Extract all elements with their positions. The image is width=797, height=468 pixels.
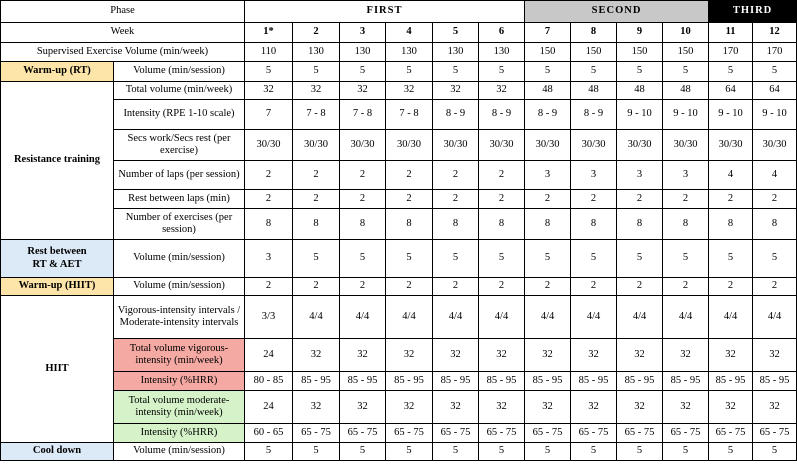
table-cell: 2 bbox=[386, 190, 433, 209]
table-cell: 65 - 75 bbox=[386, 424, 433, 443]
table-cell: 48 bbox=[663, 82, 709, 100]
table-cell: 30/30 bbox=[386, 130, 433, 161]
table-cell: 2 bbox=[340, 278, 386, 296]
week-cell: 8 bbox=[571, 23, 617, 43]
table-body bbox=[1, 1, 797, 461]
table-cell: 2 bbox=[617, 278, 663, 296]
table-cell: 5 bbox=[340, 62, 386, 82]
row-label: Rest between laps (min) bbox=[114, 190, 245, 209]
table-cell: 8 - 9 bbox=[433, 100, 479, 130]
table-cell: 2 bbox=[753, 278, 797, 296]
table-cell: 9 - 10 bbox=[617, 100, 663, 130]
table-cell: 64 bbox=[753, 82, 797, 100]
table-cell: 32 bbox=[753, 391, 797, 424]
table-cell: 8 bbox=[433, 209, 479, 240]
table-cell: 30/30 bbox=[479, 130, 525, 161]
table-cell: 32 bbox=[479, 391, 525, 424]
table-cell: 32 bbox=[386, 82, 433, 100]
table-cell: 65 - 75 bbox=[617, 424, 663, 443]
table-cell: 32 bbox=[340, 339, 386, 372]
table-cell: 2 bbox=[663, 190, 709, 209]
warmup-rt-row bbox=[1, 62, 797, 82]
table-cell: 32 bbox=[525, 339, 571, 372]
table-cell: 32 bbox=[433, 339, 479, 372]
table-cell: 5 bbox=[663, 240, 709, 278]
table-cell: 32 bbox=[571, 391, 617, 424]
table-cell: 2 bbox=[293, 278, 340, 296]
table-cell: 85 - 95 bbox=[663, 372, 709, 391]
table-cell: 65 - 75 bbox=[663, 424, 709, 443]
table-cell: 32 bbox=[386, 391, 433, 424]
table-cell: 130 bbox=[479, 43, 525, 62]
row-label-moderate-intensity: Intensity (%HRR) bbox=[114, 424, 245, 443]
table-cell: 3 bbox=[525, 161, 571, 190]
table-cell: 5 bbox=[386, 240, 433, 278]
table-cell: 5 bbox=[245, 62, 293, 82]
table-cell: 3/3 bbox=[245, 296, 293, 339]
table-cell: 32 bbox=[293, 82, 340, 100]
table-cell: 30/30 bbox=[433, 130, 479, 161]
row-label: Vigorous-intensity intervals / Moderate-intensity intervals bbox=[114, 296, 245, 339]
table-cell: 5 bbox=[617, 240, 663, 278]
table-cell: 85 - 95 bbox=[753, 372, 797, 391]
table-cell: 130 bbox=[433, 43, 479, 62]
section-label-cooldown: Cool down bbox=[1, 443, 114, 461]
table-cell: 5 bbox=[753, 62, 797, 82]
table-cell: 30/30 bbox=[571, 130, 617, 161]
table-cell: 5 bbox=[433, 240, 479, 278]
table-cell: 2 bbox=[709, 190, 753, 209]
table-cell: 2 bbox=[433, 278, 479, 296]
table-cell: 5 bbox=[663, 62, 709, 82]
week-cell: 9 bbox=[617, 23, 663, 43]
table-cell: 4 bbox=[709, 161, 753, 190]
table-cell: 4/4 bbox=[386, 296, 433, 339]
table-cell: 4/4 bbox=[479, 296, 525, 339]
table-cell: 9 - 10 bbox=[753, 100, 797, 130]
row-label-moderate-volume: Total volume moderate-intensity (min/week) bbox=[114, 391, 245, 424]
table-cell: 5 bbox=[525, 62, 571, 82]
table-cell: 32 bbox=[753, 339, 797, 372]
rt-intensity-row bbox=[1, 100, 797, 130]
table-cell: 5 bbox=[571, 240, 617, 278]
table-cell: 85 - 95 bbox=[386, 372, 433, 391]
table-cell: 170 bbox=[753, 43, 797, 62]
table-cell: 32 bbox=[617, 339, 663, 372]
table-cell: 2 bbox=[433, 161, 479, 190]
table-cell: 30/30 bbox=[525, 130, 571, 161]
row-label: Total volume (min/week) bbox=[114, 82, 245, 100]
table-cell: 65 - 75 bbox=[293, 424, 340, 443]
table-cell: 7 bbox=[245, 100, 293, 130]
table-cell: 2 bbox=[571, 190, 617, 209]
rt-laps-row bbox=[1, 161, 797, 190]
table-cell: 32 bbox=[340, 391, 386, 424]
table-cell: 7 - 8 bbox=[293, 100, 340, 130]
table-cell: 5 bbox=[386, 443, 433, 461]
table-cell: 48 bbox=[571, 82, 617, 100]
table-cell: 8 - 9 bbox=[479, 100, 525, 130]
table-cell: 3 bbox=[571, 161, 617, 190]
table-cell: 4 bbox=[753, 161, 797, 190]
table-cell: 5 bbox=[753, 443, 797, 461]
row-label: Volume (min/session) bbox=[114, 240, 245, 278]
table-cell: 30/30 bbox=[245, 130, 293, 161]
table-cell: 30/30 bbox=[753, 130, 797, 161]
table-cell: 7 - 8 bbox=[386, 100, 433, 130]
table-cell: 4/4 bbox=[433, 296, 479, 339]
row-label: Volume (min/session) bbox=[114, 62, 245, 82]
table-cell: 2 bbox=[433, 190, 479, 209]
section-label-warmup-rt: Warm-up (RT) bbox=[1, 62, 114, 82]
table-cell: 4/4 bbox=[709, 296, 753, 339]
table-cell: 110 bbox=[245, 43, 293, 62]
table-cell: 32 bbox=[340, 82, 386, 100]
table-cell: 150 bbox=[525, 43, 571, 62]
table-cell: 32 bbox=[293, 339, 340, 372]
rest-between-row bbox=[1, 240, 797, 278]
table-cell: 3 bbox=[663, 161, 709, 190]
row-label: Volume (min/session) bbox=[114, 443, 245, 461]
hiit-intervals-row bbox=[1, 296, 797, 339]
table-cell: 32 bbox=[386, 339, 433, 372]
section-label-line: RT & AET bbox=[32, 258, 82, 270]
table-cell: 5 bbox=[340, 443, 386, 461]
table-cell: 5 bbox=[571, 62, 617, 82]
table-cell: 5 bbox=[293, 443, 340, 461]
section-label-resistance: Resistance training bbox=[1, 82, 114, 240]
table-cell: 8 bbox=[709, 209, 753, 240]
table-cell: 2 bbox=[245, 190, 293, 209]
section-label-rest-between bbox=[1, 240, 114, 278]
section-label-hiit: HIIT bbox=[1, 296, 114, 443]
week-cell: 3 bbox=[340, 23, 386, 43]
table-cell: 64 bbox=[709, 82, 753, 100]
table-cell: 85 - 95 bbox=[709, 372, 753, 391]
table-cell: 2 bbox=[386, 161, 433, 190]
rt-rest-laps-row bbox=[1, 190, 797, 209]
table-cell: 4/4 bbox=[293, 296, 340, 339]
table-cell: 2 bbox=[293, 190, 340, 209]
table-cell: 2 bbox=[245, 278, 293, 296]
table-cell: 32 bbox=[433, 391, 479, 424]
table-cell: 30/30 bbox=[293, 130, 340, 161]
section-label-warmup-hiit: Warm-up (HIIT) bbox=[1, 278, 114, 296]
table-cell: 8 - 9 bbox=[525, 100, 571, 130]
table-cell: 65 - 75 bbox=[479, 424, 525, 443]
table-cell: 5 bbox=[479, 443, 525, 461]
rt-exercises-row bbox=[1, 209, 797, 240]
table-cell: 5 bbox=[479, 62, 525, 82]
phase-row bbox=[1, 1, 797, 23]
table-cell: 8 bbox=[386, 209, 433, 240]
phase-third: THIRD bbox=[709, 1, 797, 23]
table-cell: 4/4 bbox=[753, 296, 797, 339]
table-cell: 65 - 75 bbox=[525, 424, 571, 443]
table-cell: 8 bbox=[293, 209, 340, 240]
table-cell: 8 bbox=[753, 209, 797, 240]
table-cell: 2 bbox=[340, 161, 386, 190]
table-cell: 85 - 95 bbox=[571, 372, 617, 391]
table-cell: 130 bbox=[340, 43, 386, 62]
table-cell: 4/4 bbox=[340, 296, 386, 339]
section-label-line: Rest between bbox=[27, 246, 87, 258]
table-cell: 8 bbox=[340, 209, 386, 240]
table-cell: 32 bbox=[617, 391, 663, 424]
table-cell: 8 bbox=[245, 209, 293, 240]
table-cell: 65 - 75 bbox=[340, 424, 386, 443]
table-cell: 8 bbox=[663, 209, 709, 240]
table-cell: 32 bbox=[245, 82, 293, 100]
table-cell: 65 - 75 bbox=[709, 424, 753, 443]
table-cell: 2 bbox=[525, 278, 571, 296]
table-cell: 2 bbox=[386, 278, 433, 296]
table-cell: 5 bbox=[709, 62, 753, 82]
table-cell: 150 bbox=[663, 43, 709, 62]
table-cell: 85 - 95 bbox=[433, 372, 479, 391]
week-cell: 6 bbox=[479, 23, 525, 43]
week-cell: 2 bbox=[293, 23, 340, 43]
table-cell: 8 bbox=[525, 209, 571, 240]
table-cell: 30/30 bbox=[340, 130, 386, 161]
table-cell: 8 bbox=[479, 209, 525, 240]
phase-label: Phase bbox=[1, 1, 245, 23]
hiit-moderate-volume-row bbox=[1, 391, 797, 424]
table-cell: 4/4 bbox=[525, 296, 571, 339]
table-cell: 32 bbox=[293, 391, 340, 424]
table-cell: 5 bbox=[571, 443, 617, 461]
supervised-volume-row bbox=[1, 43, 797, 62]
row-label: Volume (min/session) bbox=[114, 278, 245, 296]
table-cell: 85 - 95 bbox=[293, 372, 340, 391]
table-cell: 8 - 9 bbox=[571, 100, 617, 130]
table-cell: 3 bbox=[617, 161, 663, 190]
table-cell: 5 bbox=[293, 62, 340, 82]
table-cell: 5 bbox=[433, 62, 479, 82]
table-cell: 8 bbox=[617, 209, 663, 240]
table-cell: 4/4 bbox=[663, 296, 709, 339]
table-cell: 32 bbox=[479, 339, 525, 372]
table-cell: 2 bbox=[525, 190, 571, 209]
week-label: Week bbox=[1, 23, 245, 43]
row-label: Number of laps (per session) bbox=[114, 161, 245, 190]
table-cell: 5 bbox=[709, 240, 753, 278]
table-cell: 5 bbox=[525, 240, 571, 278]
week-cell: 4 bbox=[386, 23, 433, 43]
rt-total-volume-row bbox=[1, 82, 797, 100]
table-cell: 32 bbox=[709, 391, 753, 424]
table-cell: 2 bbox=[479, 161, 525, 190]
table-cell: 5 bbox=[386, 62, 433, 82]
table-cell: 24 bbox=[245, 391, 293, 424]
table-cell: 5 bbox=[617, 62, 663, 82]
table-cell: 5 bbox=[479, 240, 525, 278]
table-cell: 150 bbox=[617, 43, 663, 62]
table-cell: 5 bbox=[340, 240, 386, 278]
table-cell: 5 bbox=[245, 443, 293, 461]
row-label-vigorous-intensity: Intensity (%HRR) bbox=[114, 372, 245, 391]
hiit-vigorous-intensity-row bbox=[1, 372, 797, 391]
week-cell: 12 bbox=[753, 23, 797, 43]
row-label: Intensity (RPE 1-10 scale) bbox=[114, 100, 245, 130]
table-cell: 60 - 65 bbox=[245, 424, 293, 443]
table-cell: 2 bbox=[663, 278, 709, 296]
week-cell: 11 bbox=[709, 23, 753, 43]
table-cell: 5 bbox=[753, 240, 797, 278]
table-cell: 32 bbox=[709, 339, 753, 372]
table-cell: 2 bbox=[571, 278, 617, 296]
hiit-moderate-intensity-row bbox=[1, 424, 797, 443]
table-cell: 150 bbox=[571, 43, 617, 62]
table-cell: 32 bbox=[663, 391, 709, 424]
warmup-hiit-row bbox=[1, 278, 797, 296]
hiit-vigorous-volume-row bbox=[1, 339, 797, 372]
table-cell: 8 bbox=[571, 209, 617, 240]
table-cell: 130 bbox=[386, 43, 433, 62]
table-cell: 2 bbox=[617, 190, 663, 209]
rt-work-rest-row bbox=[1, 130, 797, 161]
week-cell: 7 bbox=[525, 23, 571, 43]
table-cell: 85 - 95 bbox=[617, 372, 663, 391]
week-row bbox=[1, 23, 797, 43]
table-cell: 4/4 bbox=[617, 296, 663, 339]
table-cell: 5 bbox=[709, 443, 753, 461]
table-cell: 65 - 75 bbox=[753, 424, 797, 443]
table-cell: 5 bbox=[617, 443, 663, 461]
table-cell: 32 bbox=[525, 391, 571, 424]
phase-first: FIRST bbox=[245, 1, 525, 23]
table-cell: 2 bbox=[479, 190, 525, 209]
table-cell: 2 bbox=[340, 190, 386, 209]
table-cell: 32 bbox=[571, 339, 617, 372]
table-cell: 85 - 95 bbox=[525, 372, 571, 391]
table-cell: 30/30 bbox=[709, 130, 753, 161]
cooldown-row bbox=[1, 443, 797, 461]
week-cell: 5 bbox=[433, 23, 479, 43]
table-cell: 170 bbox=[709, 43, 753, 62]
row-label: Number of exercises (per session) bbox=[114, 209, 245, 240]
table-cell: 30/30 bbox=[617, 130, 663, 161]
row-label: Supervised Exercise Volume (min/week) bbox=[1, 43, 245, 62]
table-cell: 5 bbox=[525, 443, 571, 461]
table-cell: 32 bbox=[663, 339, 709, 372]
table-cell: 9 - 10 bbox=[709, 100, 753, 130]
table-cell: 2 bbox=[753, 190, 797, 209]
table-cell: 85 - 95 bbox=[479, 372, 525, 391]
table-cell: 7 - 8 bbox=[340, 100, 386, 130]
table-cell: 24 bbox=[245, 339, 293, 372]
table-cell: 130 bbox=[293, 43, 340, 62]
table-cell: 5 bbox=[293, 240, 340, 278]
table-cell: 48 bbox=[525, 82, 571, 100]
table-cell: 65 - 75 bbox=[433, 424, 479, 443]
phase-second: SECOND bbox=[525, 1, 709, 23]
table-cell: 80 - 85 bbox=[245, 372, 293, 391]
table-cell: 2 bbox=[245, 161, 293, 190]
table-cell: 32 bbox=[479, 82, 525, 100]
table-cell: 85 - 95 bbox=[340, 372, 386, 391]
week-cell: 10 bbox=[663, 23, 709, 43]
table-cell: 5 bbox=[663, 443, 709, 461]
table-cell: 2 bbox=[293, 161, 340, 190]
table-cell: 4/4 bbox=[571, 296, 617, 339]
row-label-vigorous-volume: Total volume vigorous-intensity (min/week) bbox=[114, 339, 245, 372]
row-label: Secs work/Secs rest (per exercise) bbox=[114, 130, 245, 161]
table-cell: 2 bbox=[479, 278, 525, 296]
table-cell: 32 bbox=[433, 82, 479, 100]
table-cell: 30/30 bbox=[663, 130, 709, 161]
table-cell: 2 bbox=[709, 278, 753, 296]
table-cell: 5 bbox=[433, 443, 479, 461]
week-cell: 1* bbox=[245, 23, 293, 43]
table-cell: 9 - 10 bbox=[663, 100, 709, 130]
table-cell: 65 - 75 bbox=[571, 424, 617, 443]
table-cell: 3 bbox=[245, 240, 293, 278]
table-cell: 48 bbox=[617, 82, 663, 100]
